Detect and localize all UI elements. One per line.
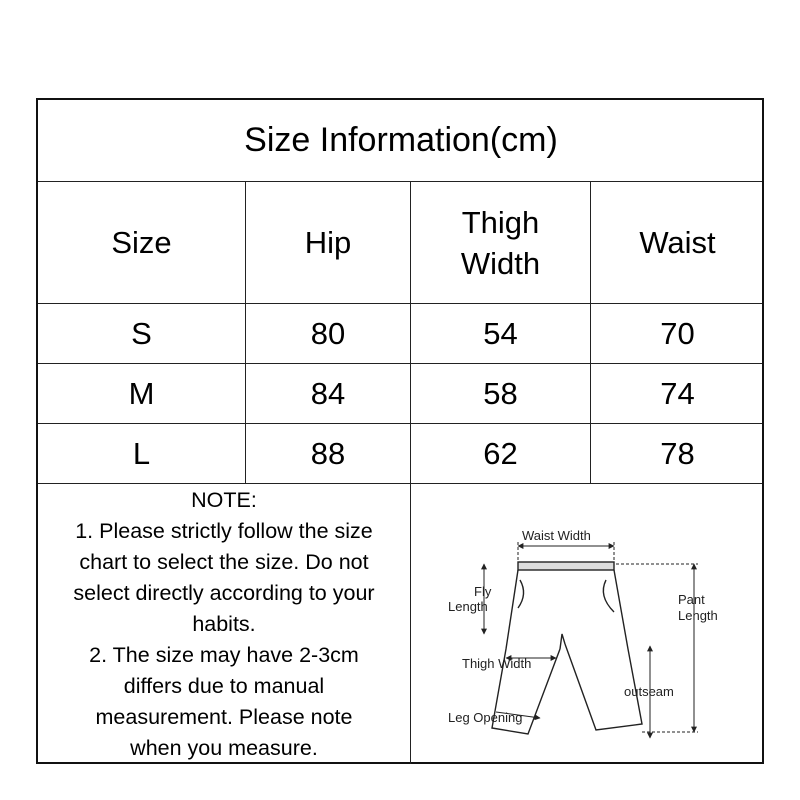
header-thigh-line2: Width [460,245,541,281]
measure-lines [484,542,698,738]
cell-size: M [128,375,155,411]
note-line: 2. The size may have 2-3cm [89,643,359,667]
table-title: Size Information(cm) [244,121,558,159]
cell-waist: 78 [660,435,695,471]
cell-hip: 84 [310,375,346,411]
label-fly-line1: Fly [474,584,492,599]
note-line: measurement. Please note [95,705,353,729]
label-pant-line1: Pant [678,592,705,607]
note-line: 1. Please strictly follow the size [75,519,373,543]
note-block [38,484,410,765]
note-line: differs due to manual [123,674,325,698]
label-waist-width: Waist Width [522,528,591,543]
note-line: select directly according to your [73,581,375,605]
cell-hip: 88 [310,435,346,471]
header-size: Size [111,225,172,260]
cell-thigh: 62 [483,435,518,471]
cell-size: L [132,435,151,471]
cell-thigh: 58 [483,375,518,411]
pants-outline [492,562,642,734]
pants-diagram-svg [410,484,764,764]
cell-hip: 80 [310,315,346,351]
note-line: when you measure. [130,736,318,760]
label-thigh-width: Thigh Width [462,656,532,671]
size-info-table [36,98,764,764]
note-line: NOTE: [191,488,257,512]
cell-size: S [131,315,152,351]
label-leg-opening: Leg Opening [448,710,523,725]
header-thigh-line1: Thigh [461,204,540,240]
note-line: habits. [192,612,256,636]
cell-thigh: 54 [483,315,518,351]
cell-waist: 70 [660,315,695,351]
label-pant-line2: Length [678,608,718,623]
pants-measurement-diagram [410,484,764,764]
header-thigh-width [411,182,590,303]
label-fly-line2: Length [448,599,488,614]
header-hip: Hip [304,225,352,260]
label-outseam: outseam [624,684,674,699]
header-waist: Waist [639,225,716,260]
cell-waist: 74 [660,375,695,411]
note-line: chart to select the size. Do not [79,550,369,574]
